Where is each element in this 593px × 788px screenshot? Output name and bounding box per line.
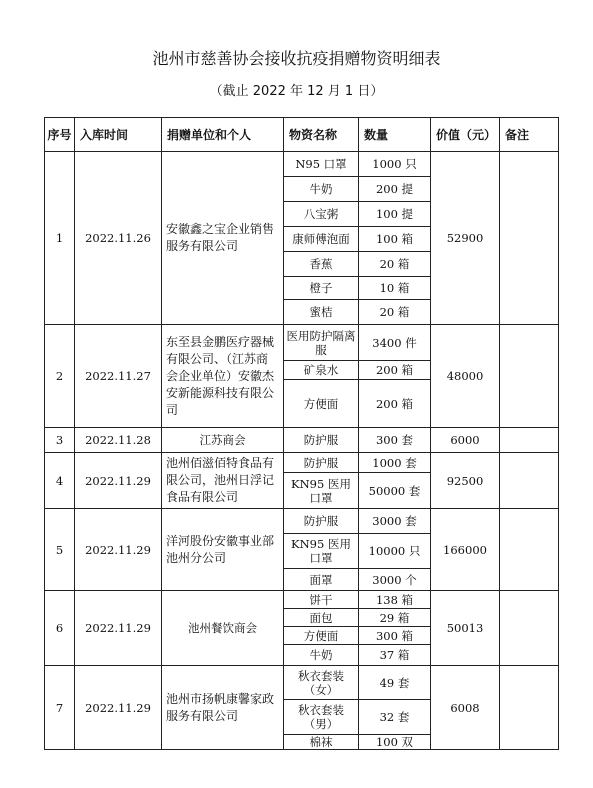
item-name: 方便面 xyxy=(284,380,359,428)
table-row xyxy=(45,666,559,700)
record-number: 3 xyxy=(45,428,75,453)
record-donor: 东至县金鹏医疗器械有限公司、（江苏商会企业单位）安徽杰安新能源科技有限公司 xyxy=(162,325,284,428)
item-name: 面包 xyxy=(284,609,359,627)
table-row xyxy=(45,591,559,609)
record-note xyxy=(500,509,559,591)
header-item: 物资名称 xyxy=(284,118,359,152)
item-name: 康师傅泡面 xyxy=(284,227,359,252)
item-qty: 300 套 xyxy=(359,428,431,453)
item-qty: 29 箱 xyxy=(359,609,431,627)
item-qty: 20 箱 xyxy=(359,252,431,277)
table-row xyxy=(45,453,559,473)
record-value: 48000 xyxy=(431,325,500,428)
table-row xyxy=(45,325,559,361)
item-qty: 1000 只 xyxy=(359,152,431,177)
item-name: 牛奶 xyxy=(284,177,359,202)
item-qty: 10 箱 xyxy=(359,277,431,300)
record-date: 2022.11.29 xyxy=(75,453,162,509)
table-row xyxy=(45,152,559,177)
item-name: 方便面 xyxy=(284,627,359,645)
record-number: 2 xyxy=(45,325,75,428)
item-name: 秋衣套装（男） xyxy=(284,700,359,735)
record-donor: 江苏商会 xyxy=(162,428,284,453)
item-qty: 200 箱 xyxy=(359,361,431,380)
item-name: KN95 医用口罩 xyxy=(284,534,359,569)
record-value: 6000 xyxy=(431,428,500,453)
item-name: N95 口罩 xyxy=(284,152,359,177)
item-name: 棉袜 xyxy=(284,735,359,750)
record-value: 166000 xyxy=(431,509,500,591)
item-name: 蜜桔 xyxy=(284,300,359,325)
item-name: 牛奶 xyxy=(284,645,359,666)
item-qty: 200 箱 xyxy=(359,380,431,428)
item-qty: 138 箱 xyxy=(359,591,431,609)
item-qty: 3000 套 xyxy=(359,509,431,534)
record-note xyxy=(500,325,559,428)
record-number: 1 xyxy=(45,152,75,325)
item-name: 面罩 xyxy=(284,569,359,591)
record-number: 5 xyxy=(45,509,75,591)
table-row xyxy=(45,428,559,453)
item-qty: 3000 个 xyxy=(359,569,431,591)
record-value: 92500 xyxy=(431,453,500,509)
record-date: 2022.11.29 xyxy=(75,666,162,750)
record-value: 50013 xyxy=(431,591,500,666)
page-subtitle: （截止 2022 年 12 月 1 日） xyxy=(209,84,384,99)
item-qty: 32 套 xyxy=(359,700,431,735)
record-note xyxy=(500,666,559,750)
record-note xyxy=(500,453,559,509)
donation-table xyxy=(44,117,559,750)
item-qty: 20 箱 xyxy=(359,300,431,325)
item-name: 秋衣套装（女） xyxy=(284,666,359,700)
item-name: 医用防护隔离服 xyxy=(284,325,359,361)
record-number: 6 xyxy=(45,591,75,666)
item-qty: 49 套 xyxy=(359,666,431,700)
record-date: 2022.11.29 xyxy=(75,509,162,591)
record-note xyxy=(500,591,559,666)
item-name: 矿泉水 xyxy=(284,361,359,380)
page-title: 池州市慈善协会接收抗疫捐赠物资明细表 xyxy=(152,49,441,68)
header-date: 入库时间 xyxy=(75,118,162,152)
record-donor: 安徽鑫之宝企业销售服务有限公司 xyxy=(162,152,284,325)
header-qty: 数量 xyxy=(359,118,431,152)
item-name: 饼干 xyxy=(284,591,359,609)
record-donor: 池州餐饮商会 xyxy=(162,591,284,666)
record-value: 52900 xyxy=(431,152,500,325)
record-donor: 池州市扬帆康馨家政服务有限公司 xyxy=(162,666,284,750)
item-qty: 100 提 xyxy=(359,202,431,227)
item-qty: 3400 件 xyxy=(359,325,431,361)
item-qty: 100 箱 xyxy=(359,227,431,252)
record-date: 2022.11.29 xyxy=(75,591,162,666)
item-qty: 37 箱 xyxy=(359,645,431,666)
item-name: 防护服 xyxy=(284,453,359,473)
record-donor: 洋河股份安徽事业部池州分公司 xyxy=(162,509,284,591)
item-name: KN95 医用口罩 xyxy=(284,473,359,509)
record-note xyxy=(500,428,559,453)
item-name: 防护服 xyxy=(284,428,359,453)
record-number: 4 xyxy=(45,453,75,509)
header-seq: 序号 xyxy=(45,118,75,152)
item-name: 八宝粥 xyxy=(284,202,359,227)
item-name: 橙子 xyxy=(284,277,359,300)
item-qty: 1000 套 xyxy=(359,453,431,473)
record-value: 6008 xyxy=(431,666,500,750)
item-name: 香蕉 xyxy=(284,252,359,277)
header-note: 备注 xyxy=(500,118,559,152)
item-qty: 10000 只 xyxy=(359,534,431,569)
item-qty: 100 双 xyxy=(359,735,431,750)
record-number: 7 xyxy=(45,666,75,750)
item-qty: 300 箱 xyxy=(359,627,431,645)
record-note xyxy=(500,152,559,325)
record-date: 2022.11.27 xyxy=(75,325,162,428)
table-header-row xyxy=(45,118,559,152)
item-name: 防护服 xyxy=(284,509,359,534)
record-date: 2022.11.26 xyxy=(75,152,162,325)
record-date: 2022.11.28 xyxy=(75,428,162,453)
record-donor: 池州佰滋佰特食品有限公司，池州日浮记食品有限公司 xyxy=(162,453,284,509)
item-qty: 50000 套 xyxy=(359,473,431,509)
item-qty: 200 提 xyxy=(359,177,431,202)
table-row xyxy=(45,509,559,534)
header-donor: 捐赠单位和个人 xyxy=(162,118,284,152)
header-value: 价值（元） xyxy=(431,118,500,152)
